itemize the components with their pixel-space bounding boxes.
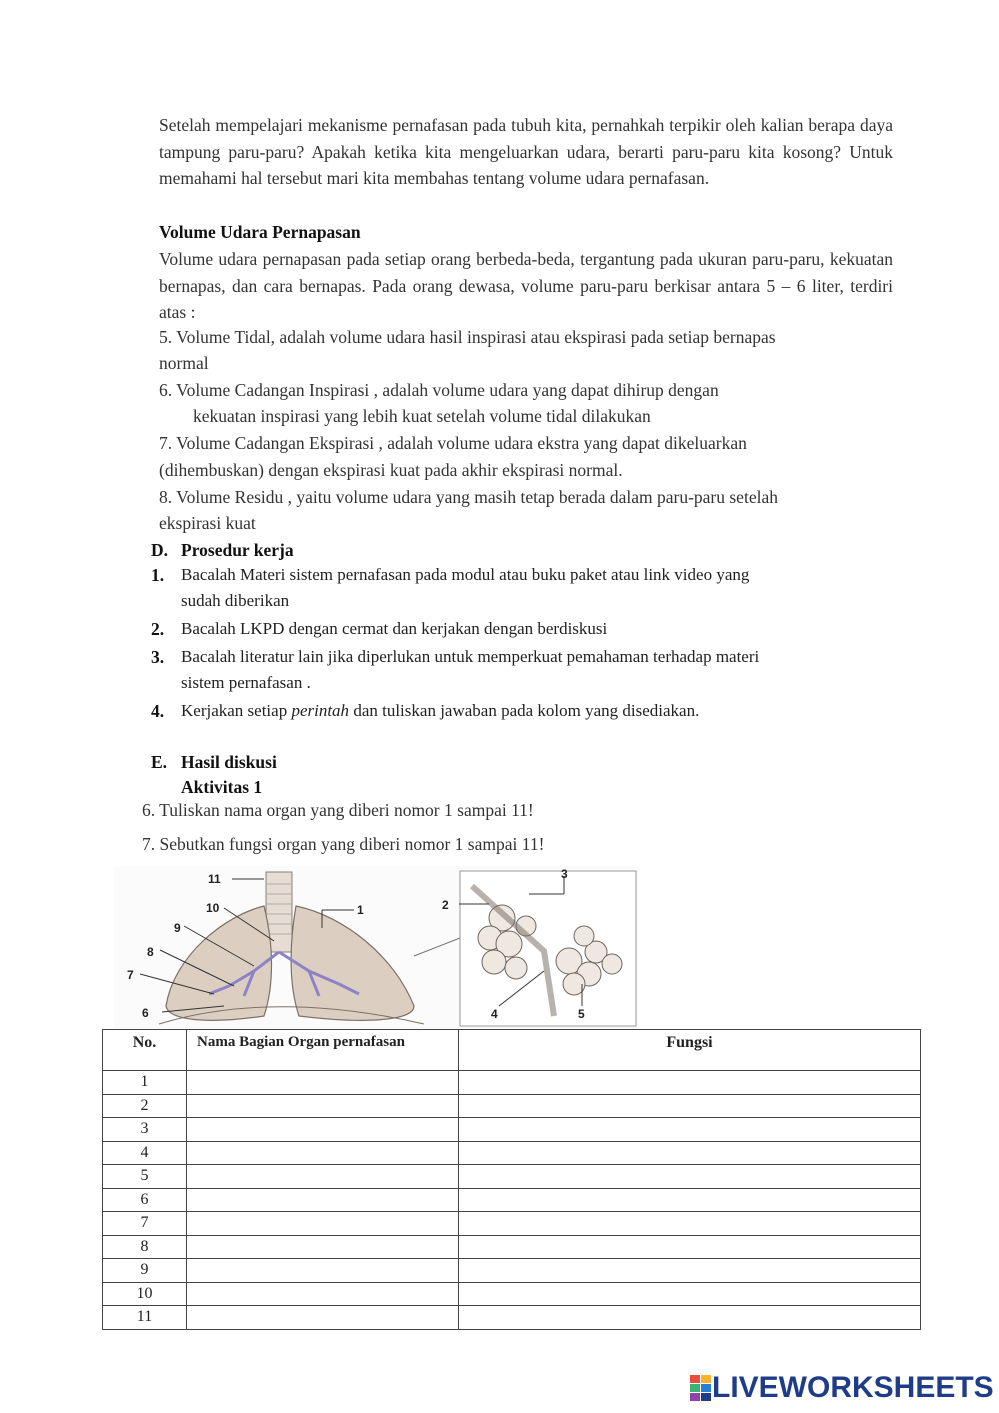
answer-table: [102, 1029, 921, 1330]
table-row: [103, 1259, 921, 1283]
organ-name-cell[interactable]: [187, 1282, 459, 1306]
volume-item-ekspirasi: 7. Volume Cadangan Ekspirasi , adalah volume udara ekstra yang dapat dikeluarkan: [159, 433, 747, 453]
table-row: [103, 1282, 921, 1306]
volume-item-inspirasi-cont: kekuatan inspirasi yang lebih kuat setelah volume tidal dilakukan: [193, 406, 651, 426]
volume-item-ekspirasi-cont: (dihembuskan) dengan ekspirasi kuat pada akhir ekspirasi normal.: [159, 460, 623, 480]
table-row: [103, 1071, 921, 1095]
header-no: No.: [103, 1030, 187, 1071]
volume-item-tidal: 5. Volume Tidal, adalah volume udara hasil inspirasi atau ekspirasi pada setiap bernapas: [159, 327, 776, 347]
row-number: 9: [103, 1259, 187, 1283]
procedure-num-3: 3.: [151, 647, 165, 667]
table-row: [103, 1118, 921, 1142]
volume-item-residu-cont: ekspirasi kuat: [159, 513, 256, 533]
procedure-num-2: 2.: [151, 619, 165, 639]
procedure-4-text-b: dan tuliskan jawaban pada kolom yang disediakan.: [349, 701, 700, 720]
label-6: 6: [142, 1006, 149, 1020]
row-number: 1: [103, 1071, 187, 1095]
volume-item-tidal-cont: normal: [159, 353, 209, 373]
function-cell[interactable]: [459, 1212, 921, 1236]
function-cell[interactable]: [459, 1071, 921, 1095]
respiratory-diagram: [114, 866, 639, 1029]
label-11: 11: [208, 872, 221, 886]
organ-name-cell[interactable]: [187, 1071, 459, 1095]
table-row: [103, 1188, 921, 1212]
table-row: [103, 1235, 921, 1259]
procedure-1-line2: sudah diberikan: [181, 591, 290, 610]
function-cell[interactable]: [459, 1094, 921, 1118]
table-row: [103, 1306, 921, 1330]
function-cell[interactable]: [459, 1118, 921, 1142]
section-e-letter: E.: [151, 752, 168, 772]
procedure-4-line1: [181, 701, 699, 721]
label-4: 4: [491, 1007, 498, 1021]
section-d-letter: D.: [151, 540, 169, 560]
volume-item-residu: 8. Volume Residu , yaitu volume udara yang masih tetap berada dalam paru-paru setelah: [159, 487, 778, 507]
label-2: 2: [442, 898, 449, 912]
procedure-2-line1: Bacalah LKPD dengan cermat dan kerjakan dengan berdiskusi: [181, 619, 608, 638]
function-cell[interactable]: [459, 1282, 921, 1306]
liveworksheets-logo[interactable]: [690, 1370, 994, 1406]
row-number: 8: [103, 1235, 187, 1259]
intro-paragraph: Setelah mempelajari mekanisme pernafasan pada tubuh kita, pernahkah terpikir oleh kalian berapa daya tampung paru-paru? Apakah ketika kita mengeluarkan udara, berarti paru-paru kita kosong? Untuk memahami hal tersebut mari kita membahas tentang volume udara pernafasan.: [159, 115, 893, 188]
function-cell[interactable]: [459, 1141, 921, 1165]
organ-name-cell[interactable]: [187, 1235, 459, 1259]
row-number: 5: [103, 1165, 187, 1189]
function-cell[interactable]: [459, 1306, 921, 1330]
label-10: 10: [206, 901, 220, 915]
function-cell[interactable]: [459, 1259, 921, 1283]
label-5: 5: [578, 1007, 585, 1021]
section-d-title: Prosedur kerja: [181, 540, 294, 560]
organ-name-cell[interactable]: [187, 1306, 459, 1330]
row-number: 10: [103, 1282, 187, 1306]
table-header-row: [103, 1030, 921, 1071]
procedure-1-line1: Bacalah Materi sistem pernafasan pada modul atau buku paket atau link video yang: [181, 565, 750, 584]
function-cell[interactable]: [459, 1165, 921, 1189]
procedure-num-4: 4.: [151, 701, 165, 721]
activity-title: Aktivitas 1: [181, 777, 263, 797]
function-cell[interactable]: [459, 1188, 921, 1212]
question-7: 7. Sebutkan fungsi organ yang diberi nomor 1 sampai 11!: [142, 834, 545, 854]
row-number: 7: [103, 1212, 187, 1236]
row-number: 6: [103, 1188, 187, 1212]
volume-paragraph: Volume udara pernapasan pada setiap orang berbeda-beda, tergantung pada ukuran paru-paru, kekuatan bernapas, dan cara bernapas. Pada orang dewasa, volume paru-paru berkisar antara 5 – 6 liter, terdiri atas :: [159, 249, 893, 322]
procedure-num-1: 1.: [151, 565, 165, 585]
table-row: [103, 1212, 921, 1236]
organ-name-cell[interactable]: [187, 1094, 459, 1118]
table-row: [103, 1094, 921, 1118]
row-number: 3: [103, 1118, 187, 1142]
label-8: 8: [147, 945, 154, 959]
header-organ-name: Nama Bagian Organ pernafasan: [187, 1030, 459, 1071]
question-6: 6. Tuliskan nama organ yang diberi nomor 1 sampai 11!: [142, 800, 534, 820]
label-9: 9: [174, 921, 181, 935]
volume-heading: Volume Udara Pernapasan: [159, 222, 361, 242]
procedure-3-line1: Bacalah literatur lain jika diperlukan untuk memperkuat pemahaman terhadap materi: [181, 647, 760, 666]
volume-item-inspirasi: 6. Volume Cadangan Inspirasi , adalah volume udara yang dapat dihirup dengan: [159, 380, 719, 400]
organ-name-cell[interactable]: [187, 1188, 459, 1212]
row-number: 11: [103, 1306, 187, 1330]
function-cell[interactable]: [459, 1235, 921, 1259]
table-row: [103, 1141, 921, 1165]
label-1: 1: [357, 903, 364, 917]
label-3: 3: [561, 867, 568, 881]
organ-name-cell[interactable]: [187, 1259, 459, 1283]
section-e-title: Hasil diskusi: [181, 752, 277, 772]
organ-name-cell[interactable]: [187, 1118, 459, 1142]
procedure-4-italic: perintah: [291, 701, 350, 720]
organ-name-cell[interactable]: [187, 1165, 459, 1189]
organ-name-cell[interactable]: [187, 1141, 459, 1165]
header-fungsi: Fungsi: [459, 1030, 921, 1071]
logo-blocks-icon: [690, 1375, 712, 1401]
row-number: 2: [103, 1094, 187, 1118]
organ-name-cell[interactable]: [187, 1212, 459, 1236]
procedure-4-text-a: Kerjakan setiap: [181, 701, 292, 720]
logo-text: LIVEWORKSHEETS: [712, 1371, 994, 1404]
row-number: 4: [103, 1141, 187, 1165]
procedure-3-line2: sistem pernafasan .: [181, 673, 311, 692]
label-7: 7: [127, 968, 134, 982]
table-row: [103, 1165, 921, 1189]
